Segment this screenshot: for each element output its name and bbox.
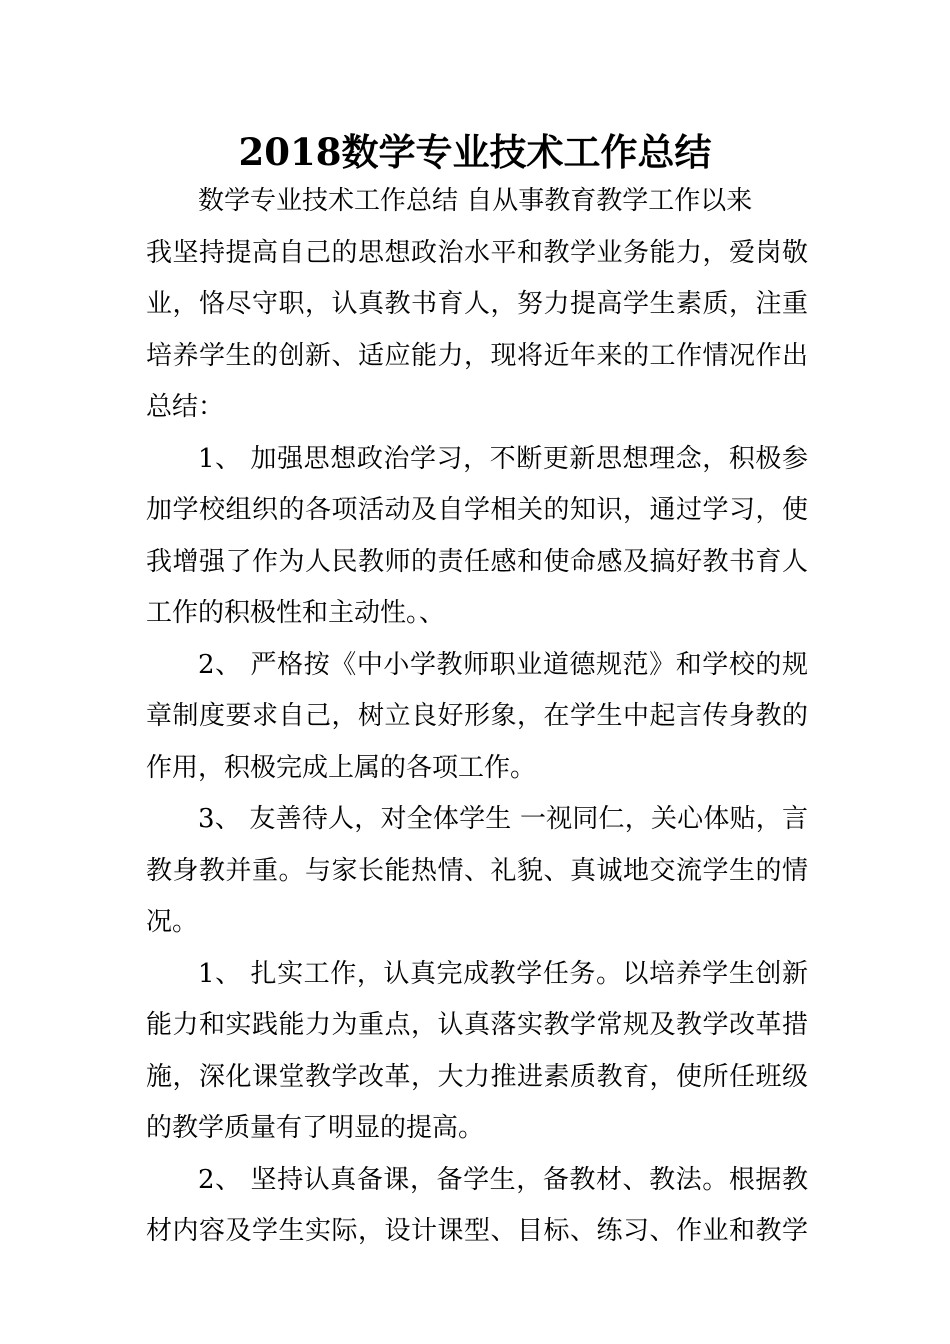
document-body [146,176,808,1258]
text-line: 加学校组织的各项活动及自学相关的知识，通过学习，使 [146,495,808,525]
text-line: 作用，积极完成上属的各项工作。 [146,752,537,783]
text-line: 材内容及学生实际，设计课型、目标、练习、作业和教学 [146,1216,808,1246]
text-line: 3、 友善待人，对全体学生 一视同仁，关心体贴，言 [198,804,808,834]
text-line: 工作的积极性和主动性。、 [146,598,446,628]
text-line: 1、 扎实工作，认真完成教学任务。以培养学生创新 [198,958,808,989]
text-line: 2、 坚持认真备课，备学生，备教材、教法。根据教 [198,1164,808,1195]
text-line: 培养学生的创新、适应能力，现将近年来的工作情况作出 [146,340,808,371]
text-line: 2、 严格按《中小学教师职业道德规范》和学校的规 [198,649,808,680]
text-line: 况。 [146,907,199,937]
text-line: 总结： [146,392,225,422]
text-line: 我增强了作为人民教师的责任感和使命感及搞好教书育人 [146,546,808,577]
text-line: 的教学质量有了明显的提高。 [146,1113,485,1143]
text-line: 能力和实践能力为重点，认真落实教学常规及教学改革措 [146,1010,808,1040]
text-line: 业，恪尽守职，认真教书育人，努力提高学生素质，注重 [146,289,808,319]
document-title: 2018数学专业技术工作总结 [238,130,712,174]
text-line: 教身教并重。与家长能热情、礼貌、真诚地交流学生的情 [146,855,808,886]
text-line: 章制度要求自己，树立良好形象，在学生中起言传身教的 [146,701,808,731]
text-line: 施，深化课堂教学改革，大力推进素质教育，使所任班级 [146,1061,808,1092]
text-line: 数学专业技术工作总结 自从事教育教学工作以来 [198,186,753,216]
text-line: 1、 加强思想政治学习，不断更新思想理念，积极参 [198,443,808,474]
text-line: 我坚持提高自己的思想政治水平和教学业务能力，爱岗敬 [146,237,808,268]
